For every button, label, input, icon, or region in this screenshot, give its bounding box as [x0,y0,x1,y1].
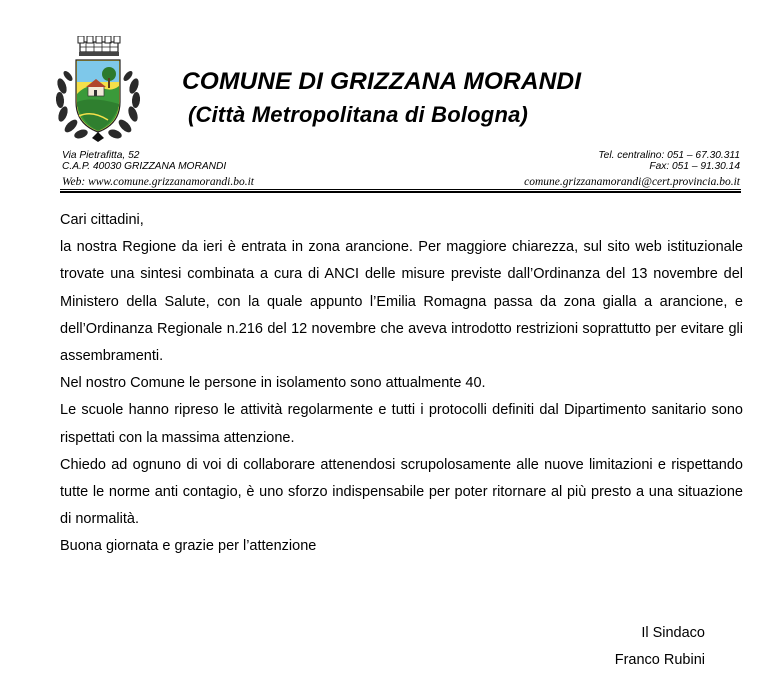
municipality-subtitle: (Città Metropolitana di Bologna) [188,102,529,127]
letter-paragraph: Nel nostro Comune le persone in isolamento sono attualmente 40. [60,375,486,392]
signature-name: Franco Rubini [614,652,705,668]
address-street: Via Pietrafitta, 52 [62,150,140,161]
phone-number: Tel. centralino: 051 – 67.30.311 [598,150,740,161]
pec-email-link[interactable]: comune.grizzanamorandi@cert.provincia.bo.it [524,176,740,188]
header-divider-thick [60,191,741,193]
letter-paragraph: la nostra Regione da ieri è entrata in zona arancione. Per maggiore chiarezza, sul sito web istituzionale trovate una sintesi combinata a cura di ANCI delle misure previste dall’Ordinanza del 13 novembre del Ministero della Salute, con la quale appunto l’Emilia Romagna passa da zona gialla a arancione, e dell’Ordinanza Regionale n.216 del 12 novembre che aveva introdotto restrizioni soprattutto per evitare gli assembramenti. [60,239,743,365]
shield-icon [76,60,120,132]
letter-closing: Buona giornata e grazie per l’attenzione [60,538,317,555]
signature-block [615,620,705,674]
header-divider [60,189,741,190]
fax-number: Fax: 051 – 91.30.14 [649,161,740,172]
crown-icon [78,36,120,56]
letter-greeting: Cari cittadini, [60,212,144,228]
letter-paragraph: Le scuole hanno ripreso le attività regolarmente e tutti i protocolli definiti dal Dipartimento sanitario sono rispettati con la massima attenzione. [60,402,743,446]
address-postal: C.A.P. 40030 GRIZZANA MORANDI [62,161,227,172]
municipality-title: COMUNE DI GRIZZANA MORANDI [182,68,582,95]
municipal-crest-logo [52,36,144,144]
signature-role: Il Sindaco [641,625,705,641]
letter-paragraph: Chiedo ad ognuno di voi di collaborare attenendosi scrupolosamente alle nuove limitazioni e rispettando tutte le norme anti contagio, è uno sforzo indispensabile per poter ritornare al più presto a una situazione di normalità. [60,456,743,528]
website-link[interactable]: Web: www.comune.grizzanamorandi.bo.it [62,176,254,188]
letter-body [60,207,743,561]
